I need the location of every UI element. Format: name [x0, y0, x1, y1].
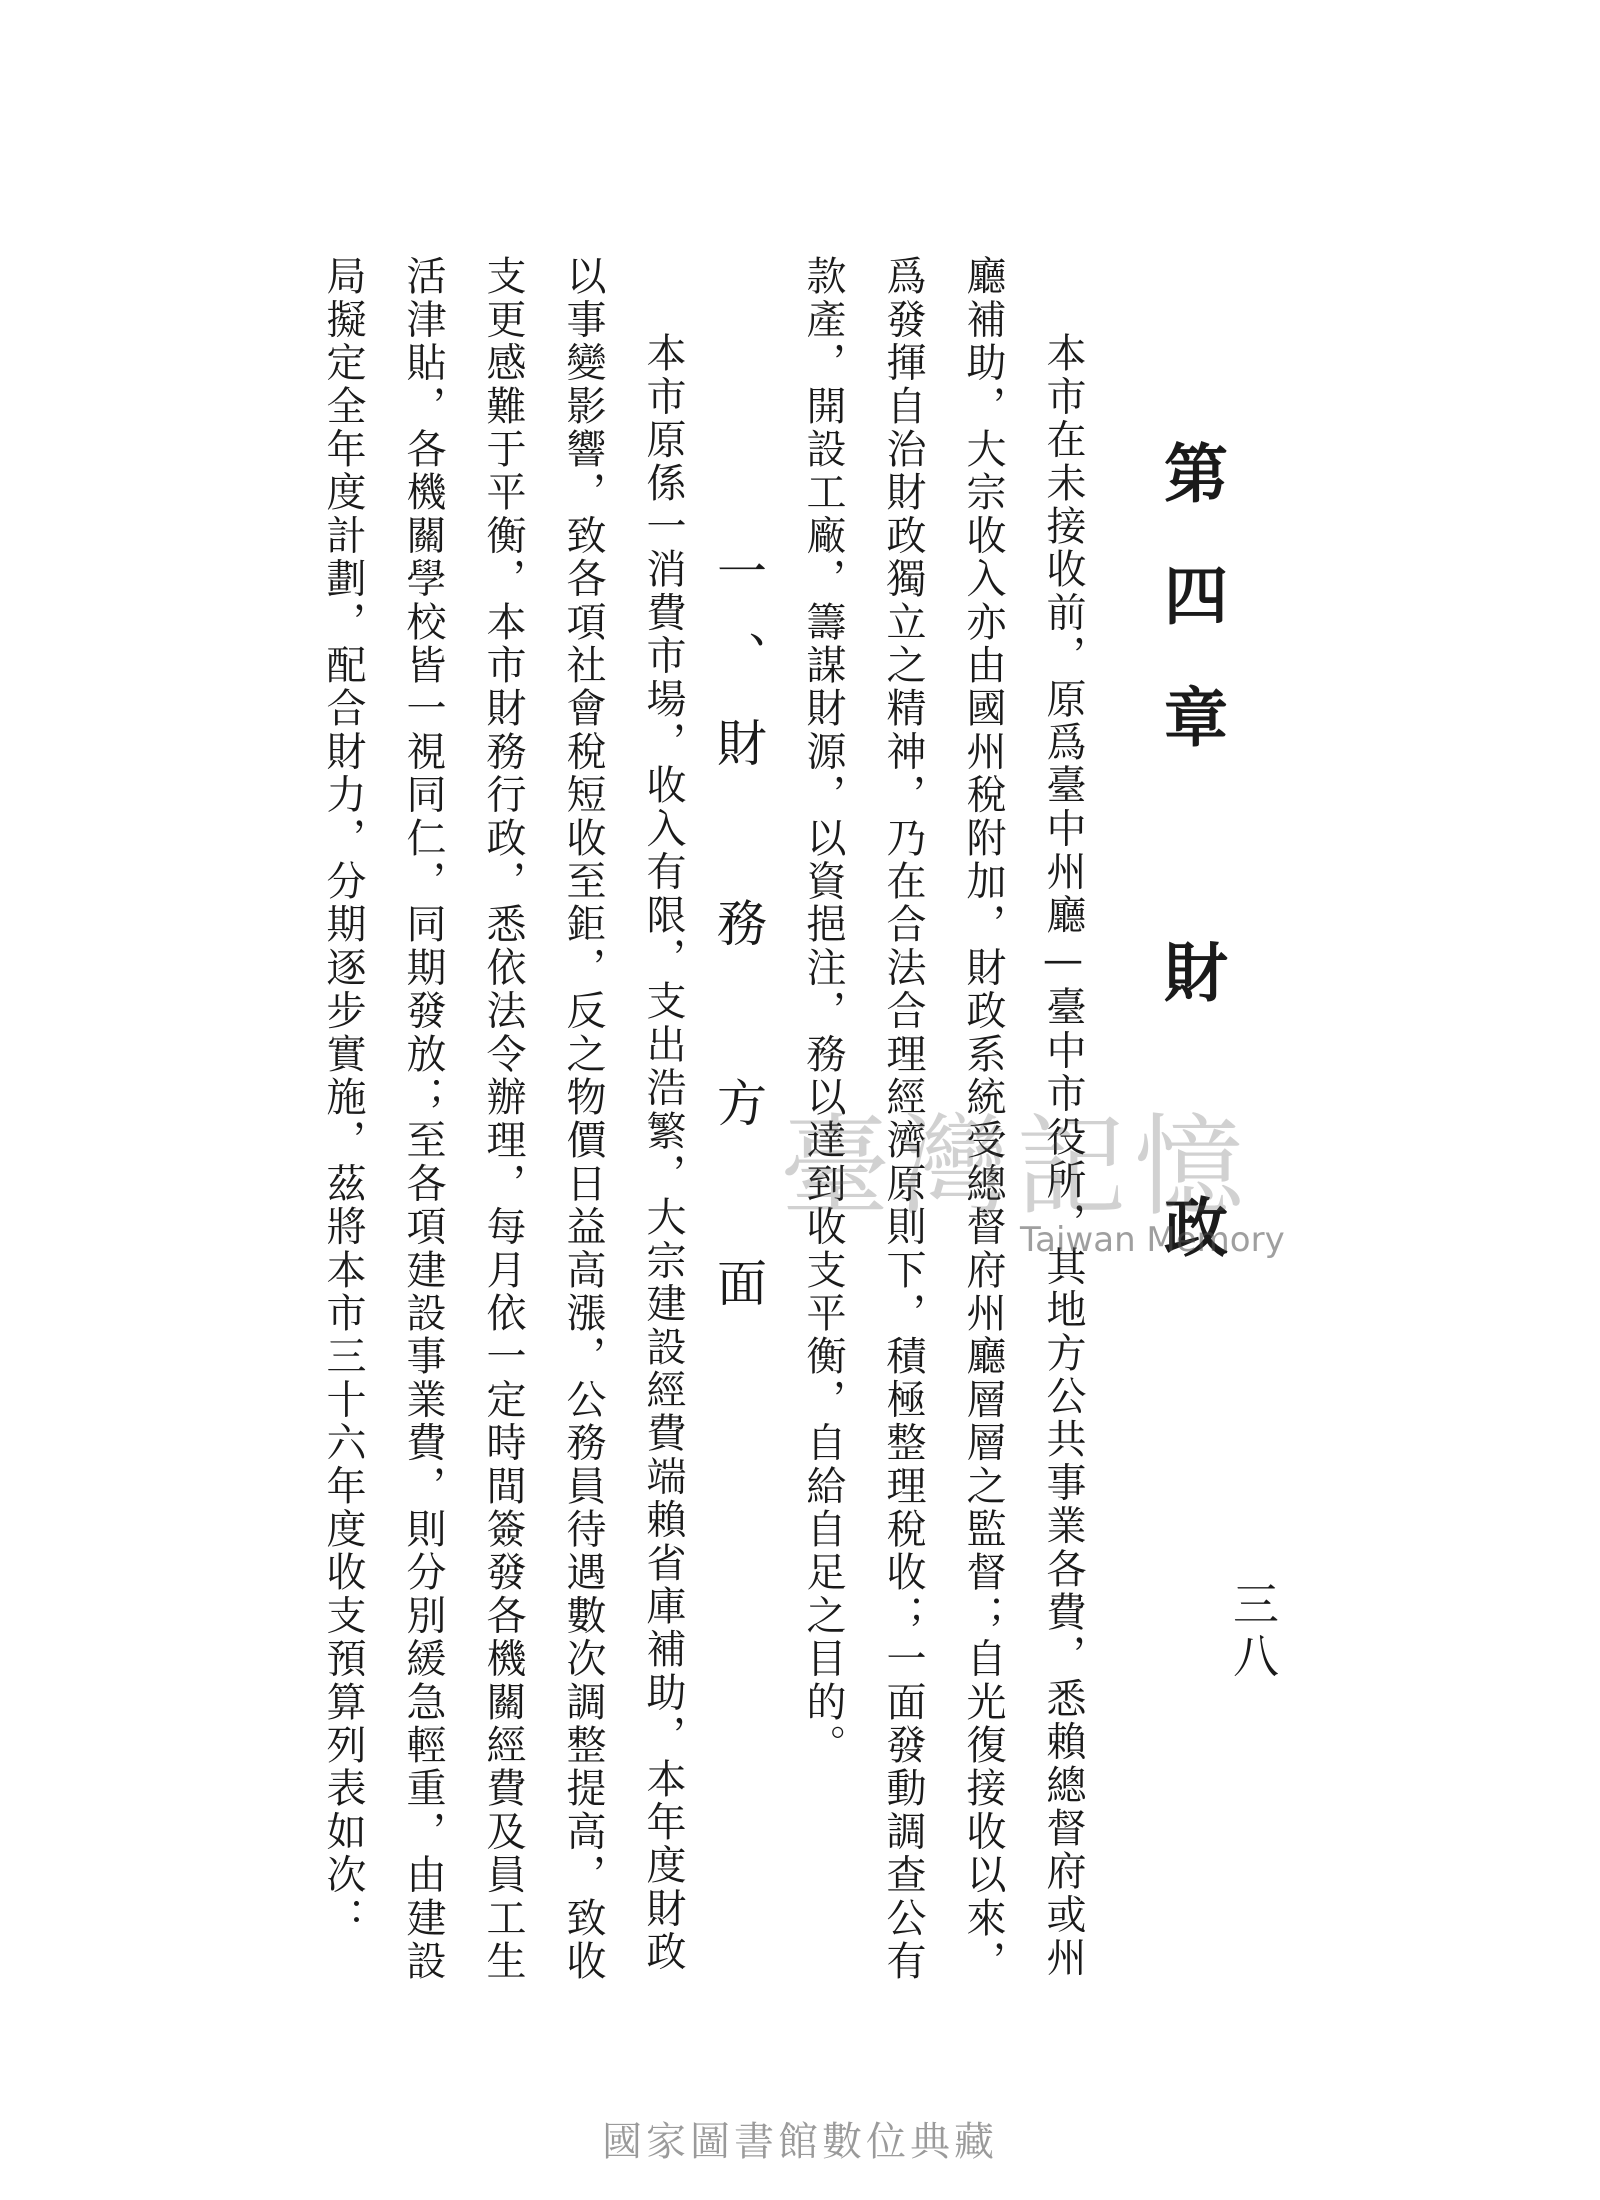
paragraph2-line: 支更感難于平衡，本市財務行政，悉依法令辦理，每月依一定時間簽發各機關經費及員工生 — [480, 255, 526, 1983]
paragraph2-line: 活津貼，各機關學校皆一視同仁，同期發放；至各項建設事業費，則分別緩急輕重，由建設 — [400, 255, 446, 1983]
paragraph2-line: 局擬定全年度計劃，配合財力，分期逐步實施，茲將本市三十六年度收支預算列表如次： — [320, 255, 366, 1940]
section-heading: 一、財 務 方 面 — [709, 545, 767, 1343]
footer-archive-label: 國家圖書館數位典藏 — [602, 2119, 998, 2165]
paragraph2-line: 以事變影響，致各項社會稅短收至鉅，反之物價日益高漲，公務員待遇數次調整提高，致收 — [560, 255, 606, 1983]
chapter-title: 第四章 財 政 — [1153, 440, 1228, 1316]
svg-text:臺灣記憶: 臺灣記憶 — [780, 1103, 1252, 1230]
paragraph1-line: 爲發揮自治財政獨立之精神，乃在合法合理經濟原則下，積極整理稅收；一面發動調查公有 — [880, 255, 926, 1983]
paragraph1-line: 本市在未接收前，原爲臺中州廳—臺中市役所，其地方公共事業各費，悉賴總督府或州 — [1040, 332, 1086, 1980]
page-number: 三八 — [1226, 1580, 1280, 1684]
watermark-english: Taiwan Memory — [1020, 1220, 1285, 1260]
paragraph1-line: 廳補助，大宗收入亦由國州稅附加，財政系統受總督府州廳層層之監督；自光復接收以來， — [960, 255, 1006, 1983]
paragraph2-line: 本市原係一消費市場，收入有限，支出浩繁，大宗建設經費端賴省庫補助，本年度財政 — [640, 332, 686, 1974]
paragraph1-line: 款產，開設工廠，籌謀財源，以資挹注，務以達到收支平衡，自給自足之目的。 — [800, 255, 846, 1767]
